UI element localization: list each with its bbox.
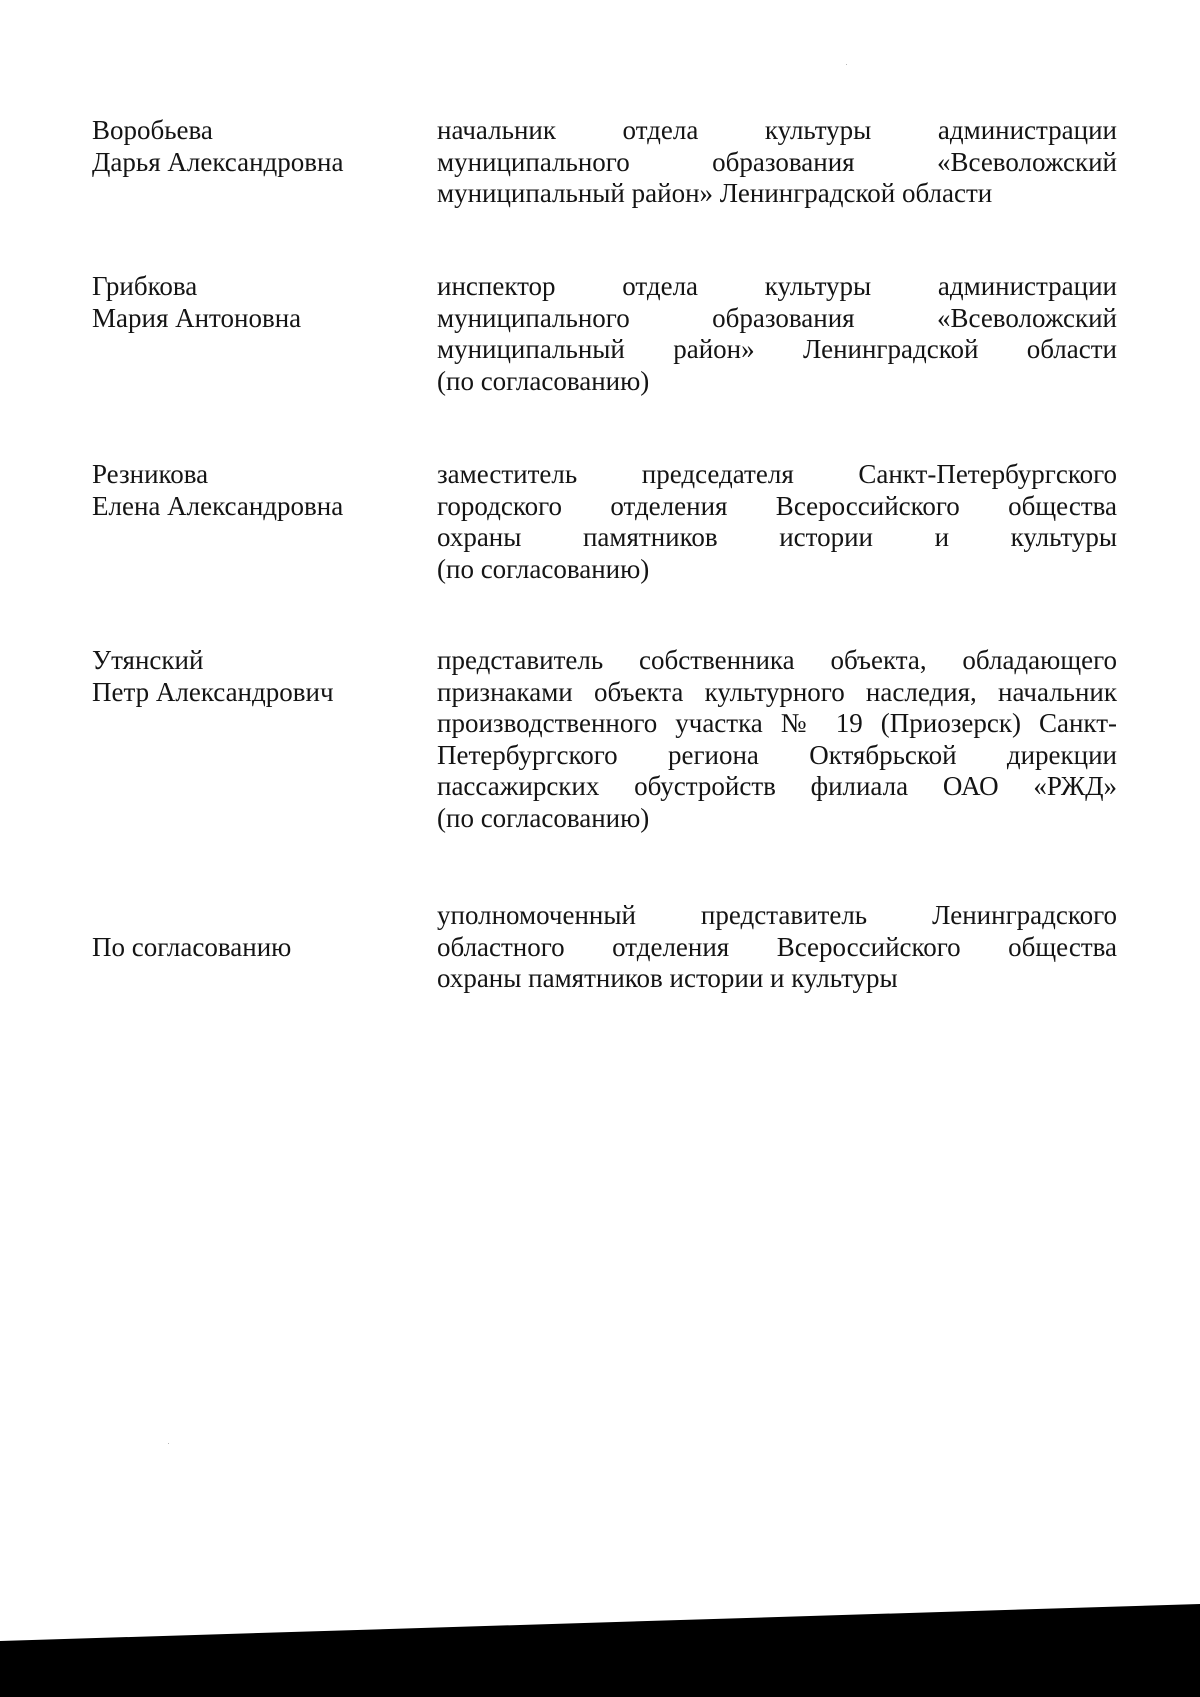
- member-surname: Резникова: [92, 459, 209, 489]
- member-surname: [92, 900, 392, 932]
- position-line: охраны памятников истории и культуры: [437, 522, 1117, 552]
- member-position: [437, 645, 1117, 834]
- position-line: муниципальный район» Ленинградской области: [437, 334, 1117, 364]
- member-name: [92, 459, 392, 522]
- member-name: [92, 645, 392, 708]
- member-given-names: Петр Александрович: [92, 676, 334, 707]
- position-line: муниципальный район» Ленинградской области: [437, 178, 993, 208]
- position-line: охраны памятников истории и культуры: [437, 963, 898, 993]
- member-surname: Грибкова: [92, 271, 198, 301]
- position-line: городского отделения Всероссийского общества: [437, 490, 1117, 521]
- scan-speck: [168, 1443, 169, 1444]
- position-line: представитель собственника объекта, обладающего: [437, 645, 1117, 675]
- member-surname: Утянский: [92, 645, 204, 675]
- position-line: пассажирских обустройств филиала ОАО «РЖД»: [437, 771, 1117, 801]
- position-line: (по согласованию): [437, 802, 650, 833]
- member-position: [437, 459, 1117, 585]
- position-line: областного отделения Всероссийского общества: [437, 931, 1117, 962]
- member-position: [437, 271, 1117, 397]
- member-name: [92, 900, 392, 963]
- position-line: Петербургского региона Октябрьской дирекции: [437, 739, 1117, 770]
- member-given-names: Дарья Александровна: [92, 146, 344, 177]
- position-line: заместитель председателя Санкт-Петербургского: [437, 459, 1117, 489]
- position-line: муниципального образования «Всеволожский: [437, 146, 1117, 177]
- scan-speck: [846, 64, 847, 65]
- member-surname: Воробьева: [92, 115, 213, 145]
- position-line: признаками объекта культурного наследия, начальник: [437, 676, 1117, 707]
- position-line: начальник отдела культуры администрации: [437, 115, 1117, 145]
- position-line: муниципального образования «Всеволожский: [437, 302, 1117, 333]
- member-name: [92, 115, 392, 178]
- member-given-names: Мария Антоновна: [92, 302, 302, 333]
- position-line: (по согласованию): [437, 365, 650, 396]
- member-note: По согласованию: [92, 931, 292, 962]
- member-position: [437, 115, 1117, 210]
- position-line: производственного участка № 19 (Приозерск) Санкт-: [437, 708, 1117, 738]
- member-given-names: Елена Александровна: [92, 490, 344, 521]
- position-line: инспектор отдела культуры администрации: [437, 271, 1117, 301]
- member-position: [437, 900, 1117, 995]
- position-line: (по согласованию): [437, 553, 650, 584]
- member-name: [92, 271, 392, 334]
- position-line: уполномоченный представитель Ленинградского: [437, 900, 1117, 930]
